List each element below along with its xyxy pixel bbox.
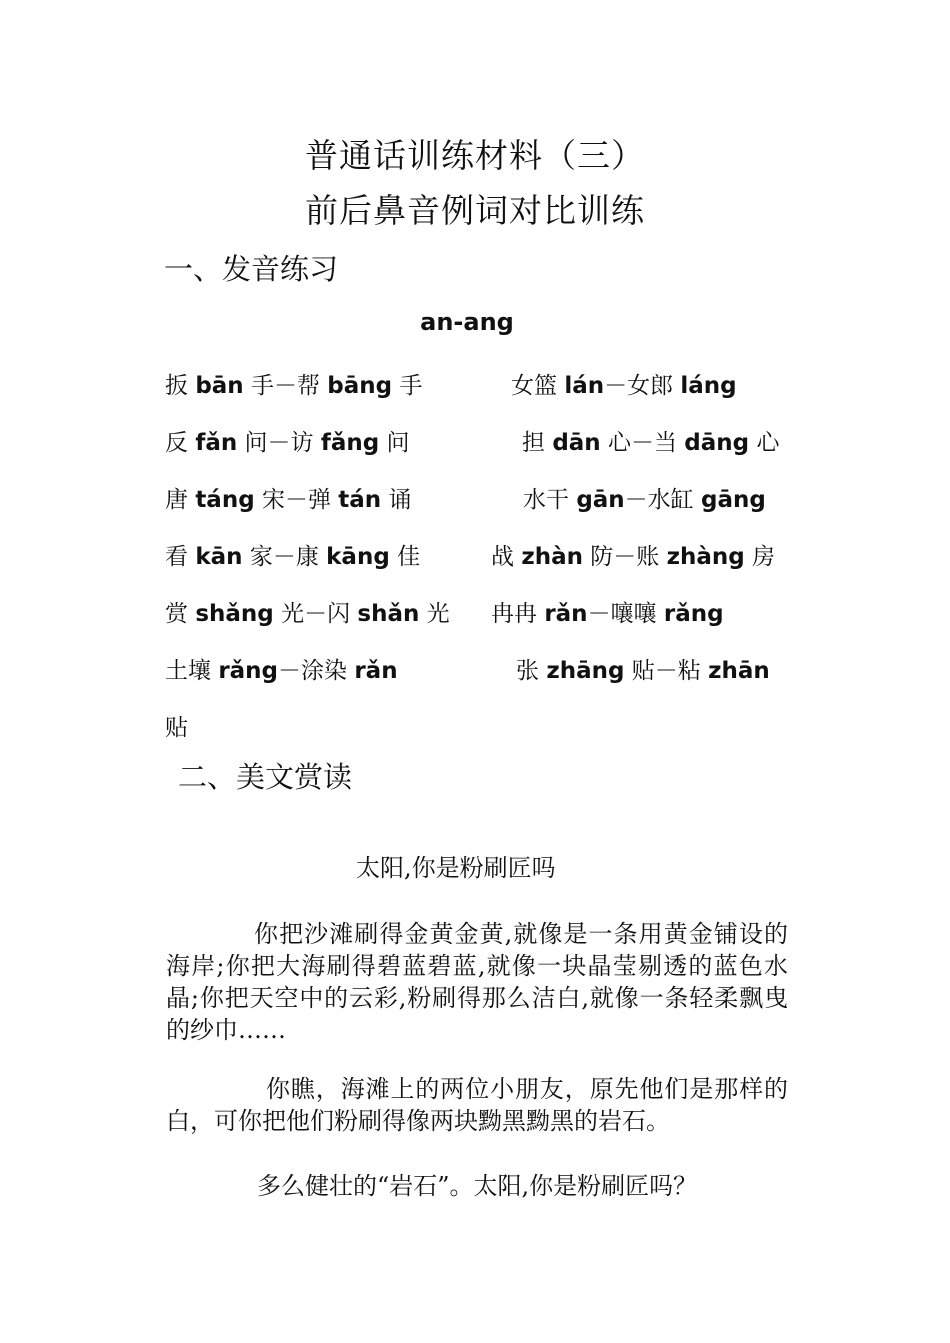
word-pair-left: 反 fǎn 问－访 fǎng 问 [165,430,410,456]
word-pair-right: 担 dān 心－当 dāng 心 [522,430,780,456]
word-pair-left: 土壤 rǎng－涂染 rǎn [165,658,398,684]
document-subtitle: 前后鼻音例词对比训练 [305,191,645,230]
word-pair-right: 冉冉 rǎn－嚷嚷 rǎng [491,601,724,627]
word-pair-left: 看 kān 家－康 kāng 佳 [165,544,421,570]
wrapped-word-tail: 贴 [165,715,188,741]
group-label-an-ang: an-ang [420,308,514,336]
word-pair-left: 赏 shǎng 光－闪 shǎn 光 [165,601,450,627]
word-pair-left: 唐 táng 宋－弹 tán 诵 [165,487,412,513]
word-pair-right: 水干 gān－水缸 gāng [523,487,766,513]
word-pair-right: 战 zhàn 防－账 zhàng 房 [491,544,776,570]
essay-paragraph: 多么健壮的“岩石”。太阳,你是粉刷匠吗？ [257,1172,698,1200]
essay-title: 太阳,你是粉刷匠吗 [356,854,556,882]
essay-paragraph: 你瞧，海滩上的两位小朋友，原先他们是那样的白，可你把他们粉刷得像两块黝黑黝黑的岩石。 [166,1075,788,1135]
document-title: 普通话训练材料（三） [305,136,645,175]
section-heading-pronunciation: 一、发音练习 [164,252,339,286]
word-pair-right: 女篮 lán－女郎 láng [511,373,737,399]
section-heading-reading: 二、美文赏读 [178,760,353,794]
essay-paragraph: 你把沙滩刷得金黄金黄,就像是一条用黄金铺设的海岸;你把大海刷得碧蓝碧蓝,就像一块晶莹剔透的蓝色水晶;你把天空中的云彩,粉刷得那么洁白,就像一条轻柔飘曳的纱巾…… [166,920,788,1044]
word-pair-left: 扳 bān 手－帮 bāng 手 [165,373,423,399]
word-pair-right: 张 zhāng 贴－粘 zhān [516,658,770,684]
